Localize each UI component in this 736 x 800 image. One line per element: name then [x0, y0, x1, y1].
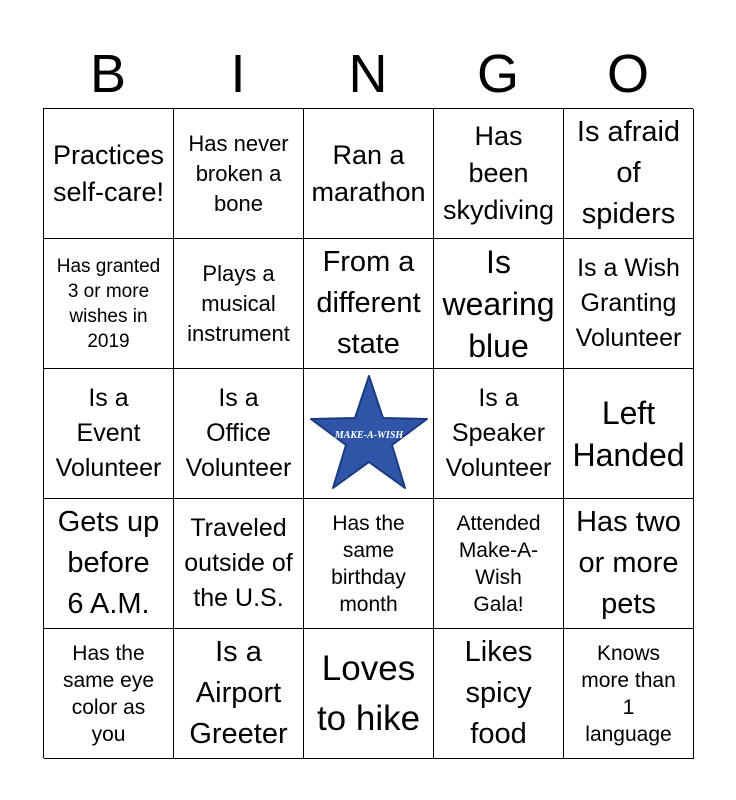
bingo-cell[interactable] [304, 499, 434, 629]
bingo-cell[interactable] [44, 629, 174, 759]
bingo-cell[interactable] [44, 499, 174, 629]
cell-text: Is a Airport Greeter [189, 636, 288, 750]
cell-text: Gets up before 6 A.M. [57, 506, 160, 620]
bingo-cell[interactable] [434, 109, 564, 239]
bingo-cell[interactable] [304, 109, 434, 239]
bingo-cell[interactable] [434, 629, 564, 759]
bingo-cell[interactable] [564, 109, 694, 239]
logo-text: MAKE-A-WISH [334, 429, 403, 441]
cell-text: Likes spicy food [464, 636, 533, 750]
header-letter-n: N [348, 44, 388, 104]
bingo-cell[interactable] [304, 629, 434, 759]
bingo-cell[interactable] [174, 499, 304, 629]
bingo-cell[interactable] [434, 499, 564, 629]
cell-text: Loves to hike [316, 648, 421, 738]
bingo-board [43, 108, 693, 758]
bingo-cell[interactable] [564, 369, 694, 499]
bingo-cell[interactable] [44, 239, 174, 369]
header-letter-o: O [606, 44, 649, 104]
bingo-cell[interactable] [564, 239, 694, 369]
cell-text: Has two or more pets [576, 506, 681, 620]
bingo-cell[interactable] [564, 629, 694, 759]
cell-text: Plays a musical instrument [187, 260, 290, 346]
cell-text: Is a Office Volunteer [185, 384, 292, 482]
cell-text: Has been skydiving [442, 121, 555, 225]
header-letter-b: B [89, 44, 127, 104]
cell-text: Practices self-care! [52, 139, 165, 207]
star-logo-icon [308, 372, 430, 496]
bingo-cell[interactable] [174, 629, 304, 759]
bingo-header [43, 40, 693, 108]
bingo-cell[interactable] [174, 369, 304, 499]
header-letter-i: I [230, 44, 246, 104]
cell-text: Is a Speaker Volunteer [445, 384, 552, 482]
header-letter-g: G [476, 44, 519, 104]
bingo-cell[interactable] [44, 369, 174, 499]
bingo-cell[interactable] [44, 109, 174, 239]
bingo-cell[interactable] [174, 239, 304, 369]
cell-text: From a different state [316, 246, 421, 360]
cell-text: Has never broken a bone [188, 130, 289, 216]
cell-text: Is wearing blue [442, 243, 555, 364]
cell-text: Has granted 3 or more wishes in 2019 [56, 255, 161, 352]
cell-text: Is a Wish Granting Volunteer [575, 254, 682, 352]
cell-text: Has the same eye color as you [62, 641, 155, 746]
bingo-cell[interactable] [174, 109, 304, 239]
cell-text: Is afraid of spiders [576, 116, 681, 230]
bingo-cell[interactable] [434, 369, 564, 499]
free-space-cell[interactable] [304, 369, 434, 499]
cell-text: Knows more than 1 language [581, 641, 676, 746]
bingo-cell[interactable] [434, 239, 564, 369]
cell-text: Attended Make-A- Wish Gala! [456, 511, 541, 616]
cell-text: Is a Event Volunteer [55, 384, 162, 482]
bingo-cell[interactable] [304, 239, 434, 369]
cell-text: Left Handed [572, 394, 685, 473]
cell-text: Has the same birthday month [331, 511, 406, 616]
cell-text: Traveled outside of the U.S. [184, 514, 293, 612]
cell-text: Ran a marathon [311, 139, 426, 207]
bingo-cell[interactable] [564, 499, 694, 629]
